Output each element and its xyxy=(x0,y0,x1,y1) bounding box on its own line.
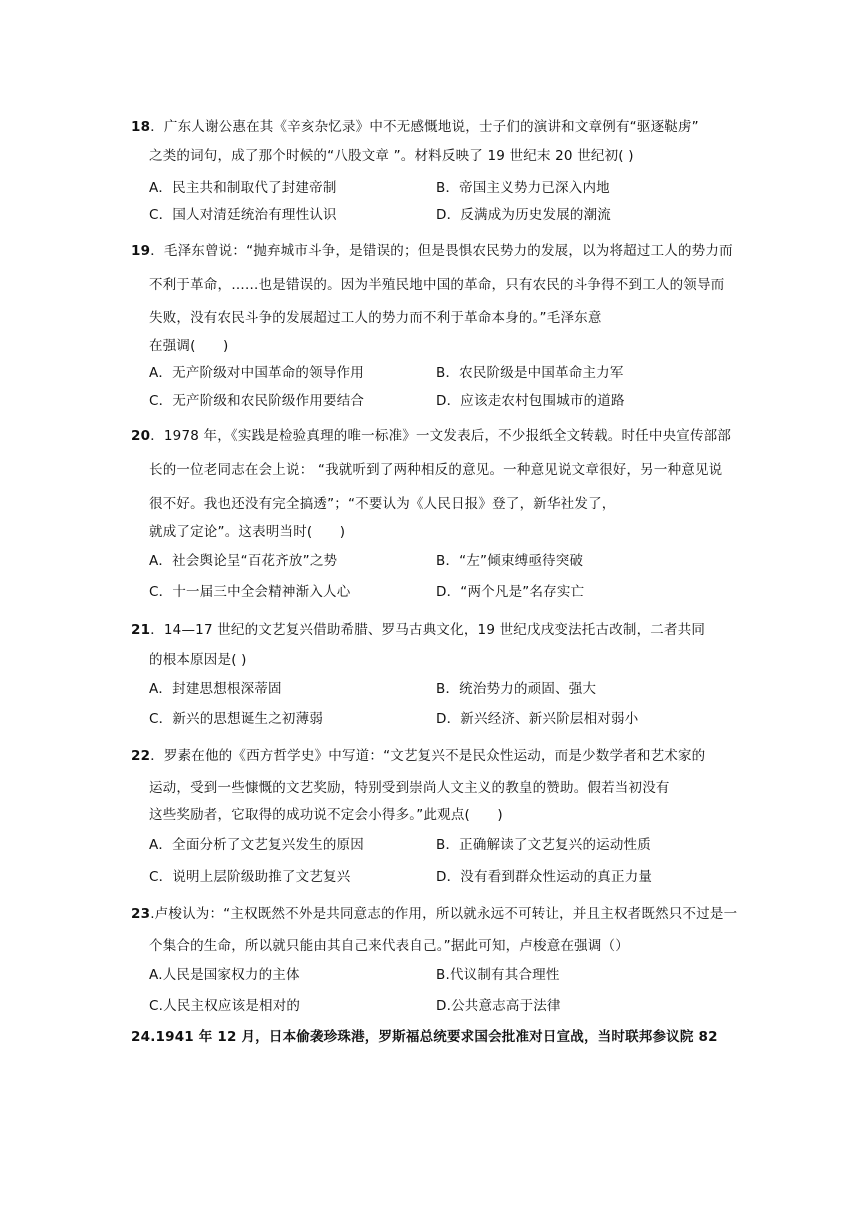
question-22-line-2: 运动，受到一些慷慨的文艺奖励，特别受到崇尚人文主义的教皇的赞助。假若当初没有 xyxy=(149,780,670,796)
question-text: ．毛泽东曾说：“抛弃城市斗争，是错误的；但是畏惧农民势力的发展，以为将超过工人的势力而 xyxy=(150,243,733,259)
question-number: 23 xyxy=(131,906,151,922)
question-21-line-2: 的根本原因是( ) xyxy=(149,652,247,668)
question-text: .卢梭认为：“主权既然不外是共同意志的作用，所以就永远不可转让，并且主权者既然只不过是一 xyxy=(150,906,738,922)
question-number: 20 xyxy=(131,428,151,444)
option-d[interactable]: D．反满成为历史发展的潮流 xyxy=(436,207,611,223)
question-text: ．罗素在他的《西方哲学史》中写道：“文艺复兴不是民众性运动，而是少数学者和艺术家的 xyxy=(150,748,706,764)
question-20-line-1 xyxy=(131,427,731,445)
question-23-line-1 xyxy=(131,905,737,923)
question-20-line-3: 很不好。我也还没有完全搞透”；“不要认为《人民日报》登了，新华社发了， xyxy=(149,496,616,512)
option-a[interactable]: A．社会舆论呈“百花齐放”之势 xyxy=(149,553,338,569)
question-18-line-1 xyxy=(131,118,699,136)
question-number: 22 xyxy=(131,748,151,764)
option-c[interactable]: C．新兴的思想诞生之初薄弱 xyxy=(149,711,324,727)
option-d[interactable]: D．没有看到群众性运动的真正力量 xyxy=(436,869,653,885)
question-22-line-3: 这些奖励者，它取得的成功说不定会小得多。”此观点( ) xyxy=(149,807,503,823)
option-d[interactable]: D．“两个凡是”名存实亡 xyxy=(436,584,585,600)
question-number: 18 xyxy=(131,119,151,135)
option-c[interactable]: C.人民主权应该是相对的 xyxy=(149,998,301,1014)
question-number: 24 xyxy=(131,1029,151,1045)
question-20-line-2: 长的一位老同志在会上说： “我就听到了两种相反的意见。一种意见说文章很好，另一种意见说 xyxy=(149,462,723,478)
question-text: ．广东人谢公惠在其《辛亥杂忆录》中不无感慨地说，士子们的演讲和文章例有“驱逐鞑虏” xyxy=(150,119,699,135)
option-b[interactable]: B．农民阶级是中国革命主力军 xyxy=(436,365,624,381)
option-c[interactable]: C．国人对清廷统治有理性认识 xyxy=(149,207,337,223)
question-19-line-4: 在强调( ) xyxy=(149,338,229,354)
option-d[interactable]: D．应该走农村包围城市的道路 xyxy=(436,393,625,409)
question-19-line-1 xyxy=(131,242,733,260)
question-20-line-4: 就成了定论”。这表明当时( ) xyxy=(149,524,346,540)
question-18-line-2: 之类的词句，成了那个时候的“八股文章 ”。材料反映了 19 世纪末 20 世纪初( ) xyxy=(149,148,634,164)
question-24-line-1 xyxy=(131,1028,718,1046)
option-d[interactable]: D．新兴经济、新兴阶层相对弱小 xyxy=(436,711,639,727)
question-21-line-1 xyxy=(131,621,705,639)
question-23-line-2: 个集合的生命，所以就只能由其自己来代表自己。”据此可知，卢梭意在强调（） xyxy=(149,938,629,954)
question-text: ．1978 年，《实践是检验真理的唯一标准》一文发表后，不少报纸全文转载。时任中央宣传部部 xyxy=(150,428,732,444)
option-a[interactable]: A．民主共和制取代了封建帝制 xyxy=(149,180,337,196)
option-b[interactable]: B.代议制有其合理性 xyxy=(436,967,560,983)
question-22-line-1 xyxy=(131,747,705,765)
option-c[interactable]: C．说明上层阶级助推了文艺复兴 xyxy=(149,869,351,885)
option-b[interactable]: B．帝国主义势力已深入内地 xyxy=(436,180,610,196)
option-a[interactable]: A．无产阶级对中国革命的领导作用 xyxy=(149,365,364,381)
option-a[interactable]: A．封建思想根深蒂固 xyxy=(149,681,282,697)
option-b[interactable]: B．正确解读了文艺复兴的运动性质 xyxy=(436,837,651,853)
option-b[interactable]: B．统治势力的顽固、强大 xyxy=(436,681,597,697)
option-d[interactable]: D.公共意志高于法律 xyxy=(436,998,561,1014)
option-b[interactable]: B．“左”倾束缚亟待突破 xyxy=(436,553,584,569)
option-a[interactable]: A．全面分析了文艺复兴发生的原因 xyxy=(149,837,364,853)
question-number: 21 xyxy=(131,622,151,638)
question-text: ．14—17 世纪的文艺复兴借助希腊、罗马古典文化，19 世纪戊戌变法托古改制，二者共同 xyxy=(150,622,706,638)
option-a[interactable]: A.人民是国家权力的主体 xyxy=(149,967,300,983)
option-c[interactable]: C．十一届三中全会精神渐入人心 xyxy=(149,584,351,600)
question-19-line-2: 不利于革命，……也是错误的。因为半殖民地中国的革命，只有农民的斗争得不到工人的领导而 xyxy=(149,277,725,293)
question-text: .1941 年 12 月，日本偷袭珍珠港，罗斯福总统要求国会批准对日宣战，当时联邦参议院 82 xyxy=(150,1029,718,1045)
question-19-line-3: 失败，没有农民斗争的发展超过工人的势力而不利于革命本身的。”毛泽东意 xyxy=(149,310,602,326)
option-c[interactable]: C．无产阶级和农民阶级作用要结合 xyxy=(149,393,365,409)
question-number: 19 xyxy=(131,243,151,259)
